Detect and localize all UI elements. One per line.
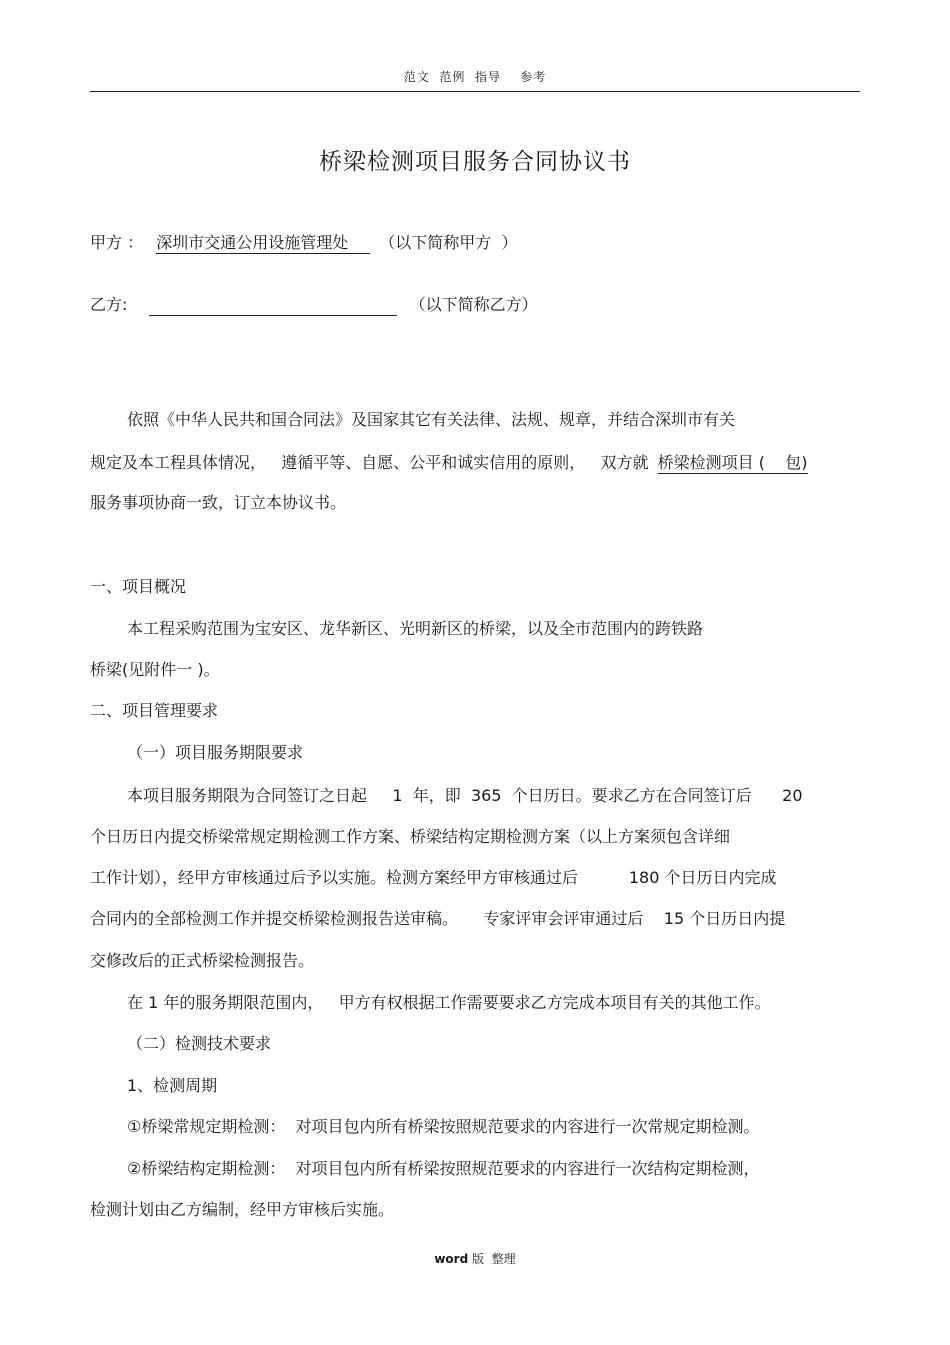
service-period-line-4: 合同内的全部检测工作并提交桥梁检测报告送审稿。 专家评审会评审通过后 15 个日历日内提 — [90, 909, 786, 928]
footer-word: word — [434, 1252, 469, 1266]
intro-line-1: 依照《中华人民共和国合同法》及国家其它有关法律、法规、规章，并结合深圳市有关 — [127, 410, 736, 429]
section-1-paragraph-line-2: 桥梁(见附件一 )。 — [90, 660, 220, 679]
party-b-label: 乙方: — [90, 295, 128, 314]
service-period-line-5: 交修改后的正式桥梁检测报告。 — [90, 951, 315, 970]
section-1-paragraph-line-1: 本工程采购范围为宝安区、龙华新区、光明新区的桥梁，以及全市范围内的跨铁路 — [127, 619, 704, 638]
party-b-line — [90, 294, 538, 316]
service-period-line-6: 在 1 年的服务期限范围内， 甲方有权根据工作需要要求乙方完成本项目有关的其他工作。 — [127, 993, 771, 1012]
service-period-line-3: 工作计划），经甲方审核通过后予以实施。检测方案经甲方审核通过后 180 个日历日内完成 — [90, 868, 777, 887]
header-divider — [90, 91, 860, 92]
party-a-name: 深圳市交通公用设施管理处 — [156, 233, 370, 254]
service-period-line-1: 本项目服务期限为合同签订之日起 1 年，即 365 个日历日。要求乙方在合同签订后 20 — [127, 786, 803, 805]
section-2-heading: 二、项目管理要求 — [90, 701, 219, 720]
subsection-service-period: （一）项目服务期限要求 — [127, 743, 304, 762]
structural-inspection-line: ②桥梁结构定期检测： 对项目包内所有桥梁按照规范要求的内容进行一次结构定期检测， — [127, 1159, 760, 1178]
party-a-label: 甲方 ： — [90, 233, 144, 252]
routine-inspection-line: ①桥梁常规定期检测： 对项目包内所有桥梁按照规范要求的内容进行一次常规定期检测。 — [127, 1117, 760, 1136]
party-a-line — [90, 232, 517, 254]
project-name-underlined: 桥梁检测项目 ( 包) — [657, 453, 808, 472]
intro-line-2-text: 规定及本工程具体情况， 遵循平等、自愿、公平和诚实信用的原则， 双方就 — [90, 453, 649, 472]
service-period-line-2: 个日历日内提交桥梁常规定期检测工作方案、桥梁结构定期检测方案（以上方案须包含详细 — [90, 827, 731, 846]
structural-inspection-line-2: 检测计划由乙方编制，经甲方审核后实施。 — [90, 1200, 395, 1219]
party-a-suffix: （以下简称甲方 ） — [379, 233, 518, 252]
subsection-technical-requirements: （二）检测技术要求 — [127, 1034, 272, 1053]
party-b-suffix: （以下简称乙方） — [409, 295, 538, 314]
document-title: 桥梁检测项目服务合同协议书 — [319, 149, 631, 175]
page-header: 范文 范例 指导 参考 — [403, 70, 547, 84]
page-footer — [0, 1250, 950, 1267]
item-inspection-cycle: 1、检测周期 — [127, 1076, 218, 1095]
intro-line-2 — [90, 452, 808, 474]
footer-text: 版 整理 — [468, 1252, 516, 1266]
party-b-name-field — [149, 297, 397, 316]
section-1-heading: 一、项目概况 — [90, 577, 187, 596]
intro-line-3: 服务事项协商一致，订立本协议书。 — [90, 493, 347, 512]
